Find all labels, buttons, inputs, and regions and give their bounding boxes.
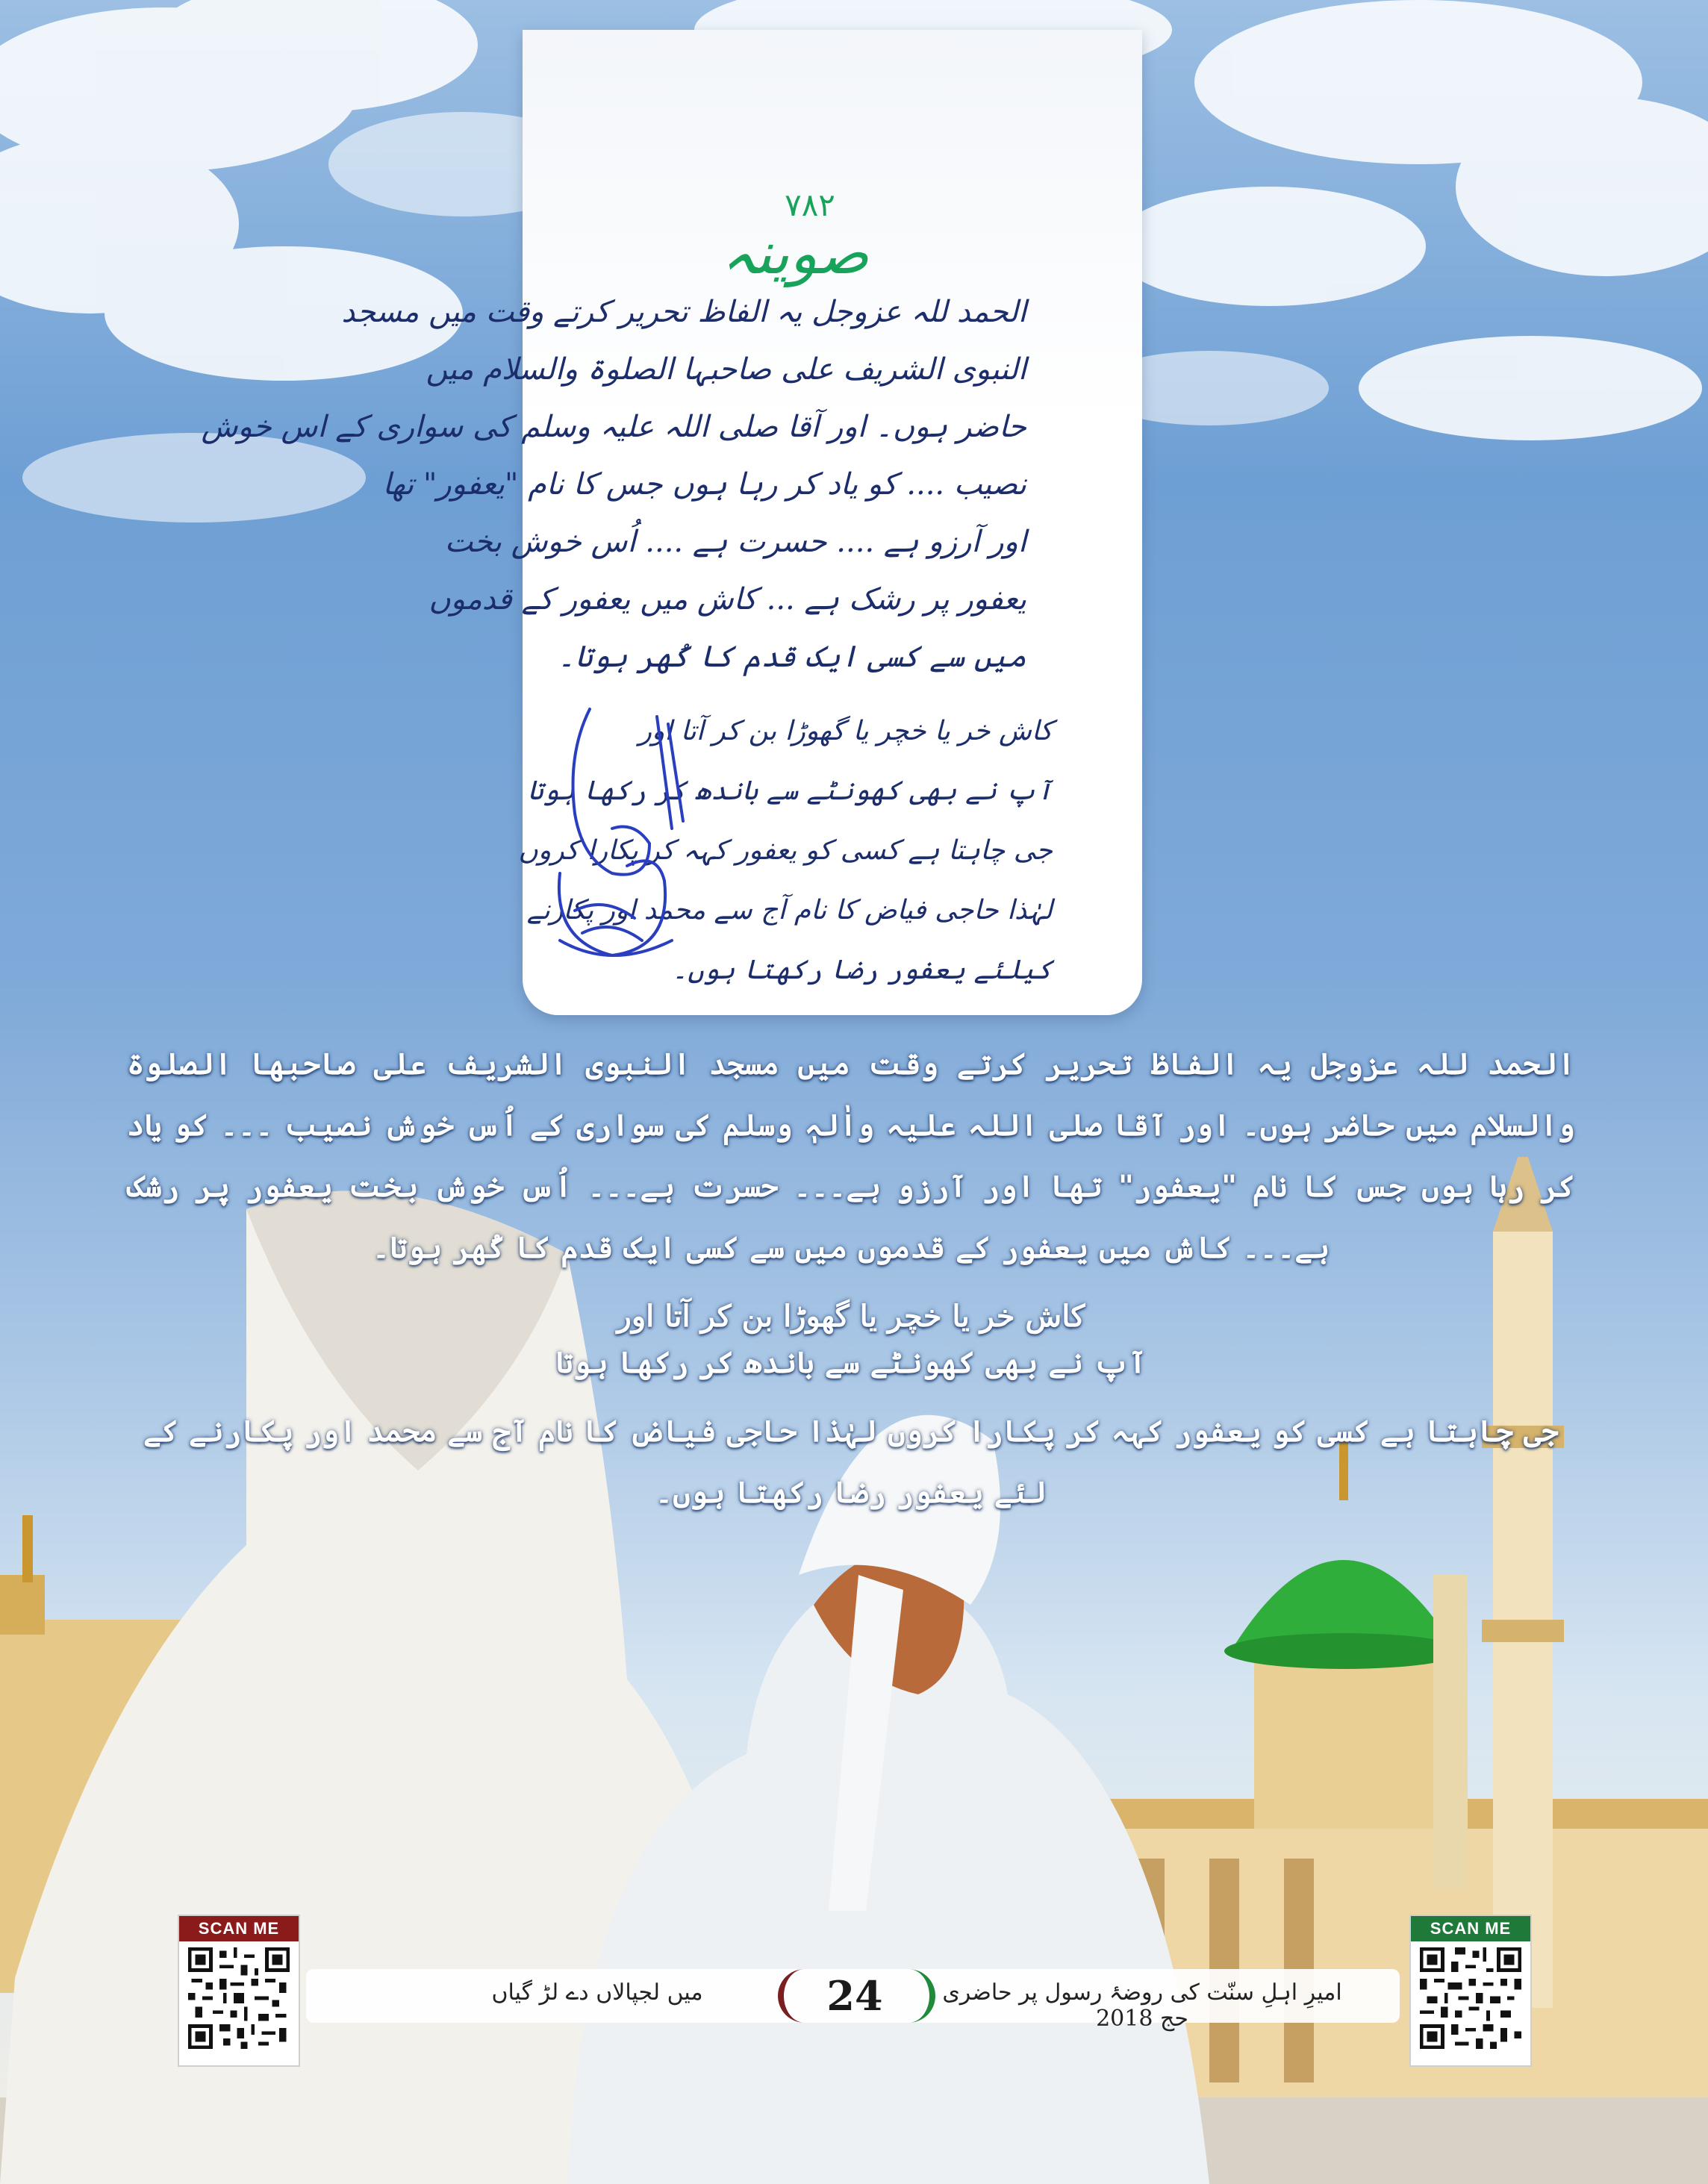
qr-right[interactable] xyxy=(1409,1915,1532,2067)
handwritten-verse-line: جی چاہتا ہے کسی کو یعفور کہہ کر پکارا کروں xyxy=(518,835,1053,866)
handwritten-line: حاضر ہوں۔ اور آقا صلی اللہ علیہ وسلم کی سواری کے اس خوش xyxy=(201,410,1026,444)
handwritten-note-card xyxy=(201,30,1142,1015)
handwritten-verse-line: کیلئے یعفور رضا رکھتا ہوں۔ xyxy=(672,955,1053,985)
handwritten-text xyxy=(201,284,1026,686)
transcription-final-line: جی چاہتا ہے کسی کو یعفور کہہ کر پکارا کروں لہٰذا حاجی فیاض کا نام آج سے محمد اور پکارنے کے لئے یعفور رضا رکھتا ہوں۔ xyxy=(143,1414,1559,1510)
transcription-text xyxy=(127,1034,1575,1523)
handwritten-line: یعفور پر رشک ہے ... کاش میں یعفور کے قدموں xyxy=(428,582,1026,617)
handwritten-verse-line: آپ نے بھی کھونٹے سے باندھ کر رکھا ہوتا xyxy=(527,776,1053,806)
note-page-mark: ۷۸۲ xyxy=(785,187,835,223)
qr-left-label: SCAN ME xyxy=(179,1916,299,1941)
handwritten-line: میں سے کسی ایک قدم کا کُھر ہوتا۔ xyxy=(557,640,1026,674)
crescent-left-icon xyxy=(776,1966,814,2026)
footer-left-title: میں لجپالاں دے لڑ گیاں xyxy=(491,1979,703,2006)
note-title: صوینہ xyxy=(721,220,869,287)
crescent-right-icon xyxy=(900,1966,937,2026)
transcription-verse-line: کاش خر یا خچر یا گھوڑا بن کر آتا اور xyxy=(617,1299,1085,1334)
handwritten-verse xyxy=(518,702,1053,1000)
handwritten-verse-line: لہٰذا حاجی فیاض کا نام آج سے محمد اور پکارنے xyxy=(526,895,1053,926)
signature-stamp xyxy=(545,694,687,978)
qr-right-label: SCAN ME xyxy=(1411,1916,1530,1941)
qr-left[interactable] xyxy=(178,1915,300,2067)
handwritten-line: اور آرزو ہے .... حسرت ہے .... اُس خوش بخت xyxy=(444,525,1026,559)
page-number: 24 xyxy=(826,1972,883,2020)
transcription-verse-line: آپ نے بھی کھونٹے سے باندھ کر رکھا ہوتا xyxy=(555,1345,1147,1380)
handwritten-line: النبوی الشریف علی صاحبہا الصلوۃ والسلام میں xyxy=(426,352,1026,387)
transcription-paragraph: الحمد للہ عزوجل یہ الفاظ تحریر کرتے وقت میں مسجد النبوی الشریف علی صاحبھا الصلوۃ والسلام میں حاضر ہوں۔ اور آقا صلی اللہ علیہ واٰلہٖ وسلم کی سواری کے اُس خوش نصیب ۔۔۔ کو یاد کر رہا ہوں جس کا نام "یعفور" تھا اور آرزو ہے۔۔۔ حسرت ہے۔۔۔ اُس خوش بخت یعفور پر رشک ہے۔۔۔ کاش میں یعفور کے قدموں میں سے کسی ایک قدم کا کُھر ہوتا۔ xyxy=(127,1046,1575,1265)
handwritten-verse-line: کاش خر یا خچر یا گھوڑا بن کر آتا اور xyxy=(638,716,1053,746)
qr-code-icon xyxy=(1420,1947,1521,2049)
footer-right-title: امیرِ اہلِ سنّت کی روضۂ رسول پر حاضری حج 2018 xyxy=(942,1979,1342,2032)
qr-code-icon xyxy=(188,1947,290,2049)
handwritten-line: نصیب .... کو یاد کر رہا ہوں جس کا نام "یعفور" تھا xyxy=(382,467,1026,502)
transcription-verse xyxy=(127,1294,1575,1386)
handwritten-line: الحمد للہ عزوجل یہ الفاظ تحریر کرتے وقت میں مسجد xyxy=(341,295,1026,329)
